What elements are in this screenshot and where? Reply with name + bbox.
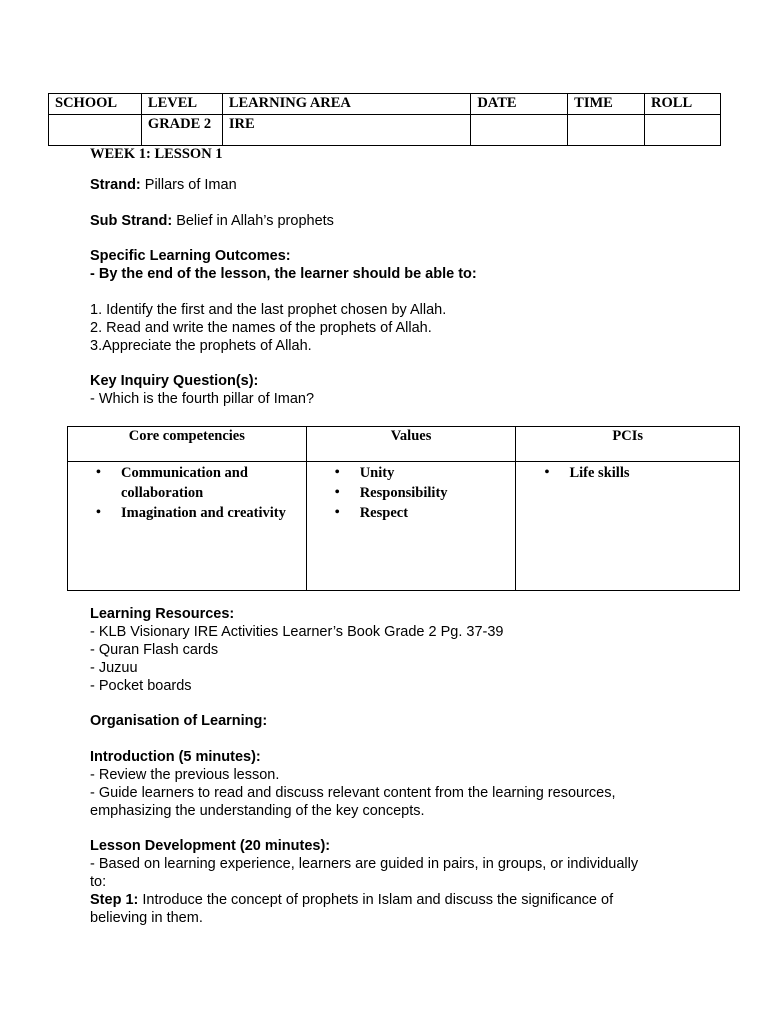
introduction-line: - Review the previous lesson. [90,767,280,783]
sub-strand-value: Belief in Allah’s prophets [172,213,334,229]
inquiry-question: - Which is the fourth pillar of Iman? [90,391,315,407]
outcomes-intro: - By the end of the lesson, the learner should be able to: [90,266,477,282]
outcome-item: 1. Identify the first and the last prophet chosen by Allah. [90,302,447,318]
core-competency-item: • Communication and collaboration [69,463,305,503]
header-level: LEVEL [141,94,222,115]
value-date [471,115,568,146]
core-competencies-header: Core competencies [68,427,307,462]
header-learning-area: LEARNING AREA [222,94,470,115]
header-time: TIME [568,94,645,115]
sub-strand-line [90,212,334,230]
value-time [568,115,645,146]
strand-value: Pillars of Iman [140,177,237,193]
introduction-section [90,748,616,820]
inquiry-section [90,372,314,408]
development-heading: Lesson Development (20 minutes): [90,838,331,854]
pci-item: • Life skills [517,463,738,483]
value-item: • Unity [308,463,515,483]
step-1-text: Introduce the concept of prophets in Islam and discuss the significance of [138,892,614,908]
development-line: - Based on learning experience, learners are guided in pairs, in groups, or individually [90,856,639,872]
outcomes-section [90,247,477,355]
week-lesson-title: WEEK 1: LESSON 1 [90,146,223,162]
outcome-item: 3.Appreciate the prophets of Allah. [90,338,312,354]
value-learning-area: IRE [222,115,470,146]
step-1-continuation: believing in them. [90,910,203,926]
resource-item: - Juzuu [90,660,138,676]
header-date: DATE [471,94,568,115]
organisation-heading: Organisation of Learning: [90,713,268,729]
resource-item: - KLB Visionary IRE Activities Learner’s Book Grade 2 Pg. 37-39 [90,624,504,640]
core-competency-item: • Imagination and creativity [69,503,305,523]
step-1-line [90,891,638,909]
core-competencies-cell [68,462,307,591]
resource-item: - Quran Flash cards [90,642,219,658]
step-1-label: Step 1: [90,892,139,908]
lesson-header-table [48,93,721,146]
competency-table [67,426,740,591]
value-roll [645,115,721,146]
resources-section [90,605,503,695]
value-item: • Respect [308,503,515,523]
value-level: GRADE 2 [141,115,222,146]
resource-item: - Pocket boards [90,678,192,694]
values-header: Values [306,427,516,462]
header-school: SCHOOL [49,94,142,115]
inquiry-heading: Key Inquiry Question(s): [90,373,259,389]
values-cell [306,462,516,591]
header-roll: ROLL [645,94,721,115]
outcome-item: 2. Read and write the names of the prophets of Allah. [90,320,432,336]
pcis-cell [516,462,740,591]
development-section [90,837,638,927]
pcis-header: PCIs [516,427,740,462]
value-item: • Responsibility [308,483,515,503]
strand-line [90,176,237,194]
introduction-line: emphasizing the understanding of the key concepts. [90,803,425,819]
development-line: to: [90,874,107,890]
organisation-section [90,712,267,730]
strand-label: Strand: [90,177,141,193]
introduction-line: - Guide learners to read and discuss relevant content from the learning resources, [90,785,616,801]
outcomes-heading: Specific Learning Outcomes: [90,248,291,264]
value-school [49,115,142,146]
resources-heading: Learning Resources: [90,606,235,622]
sub-strand-label: Sub Strand: [90,213,173,229]
introduction-heading: Introduction (5 minutes): [90,749,261,765]
